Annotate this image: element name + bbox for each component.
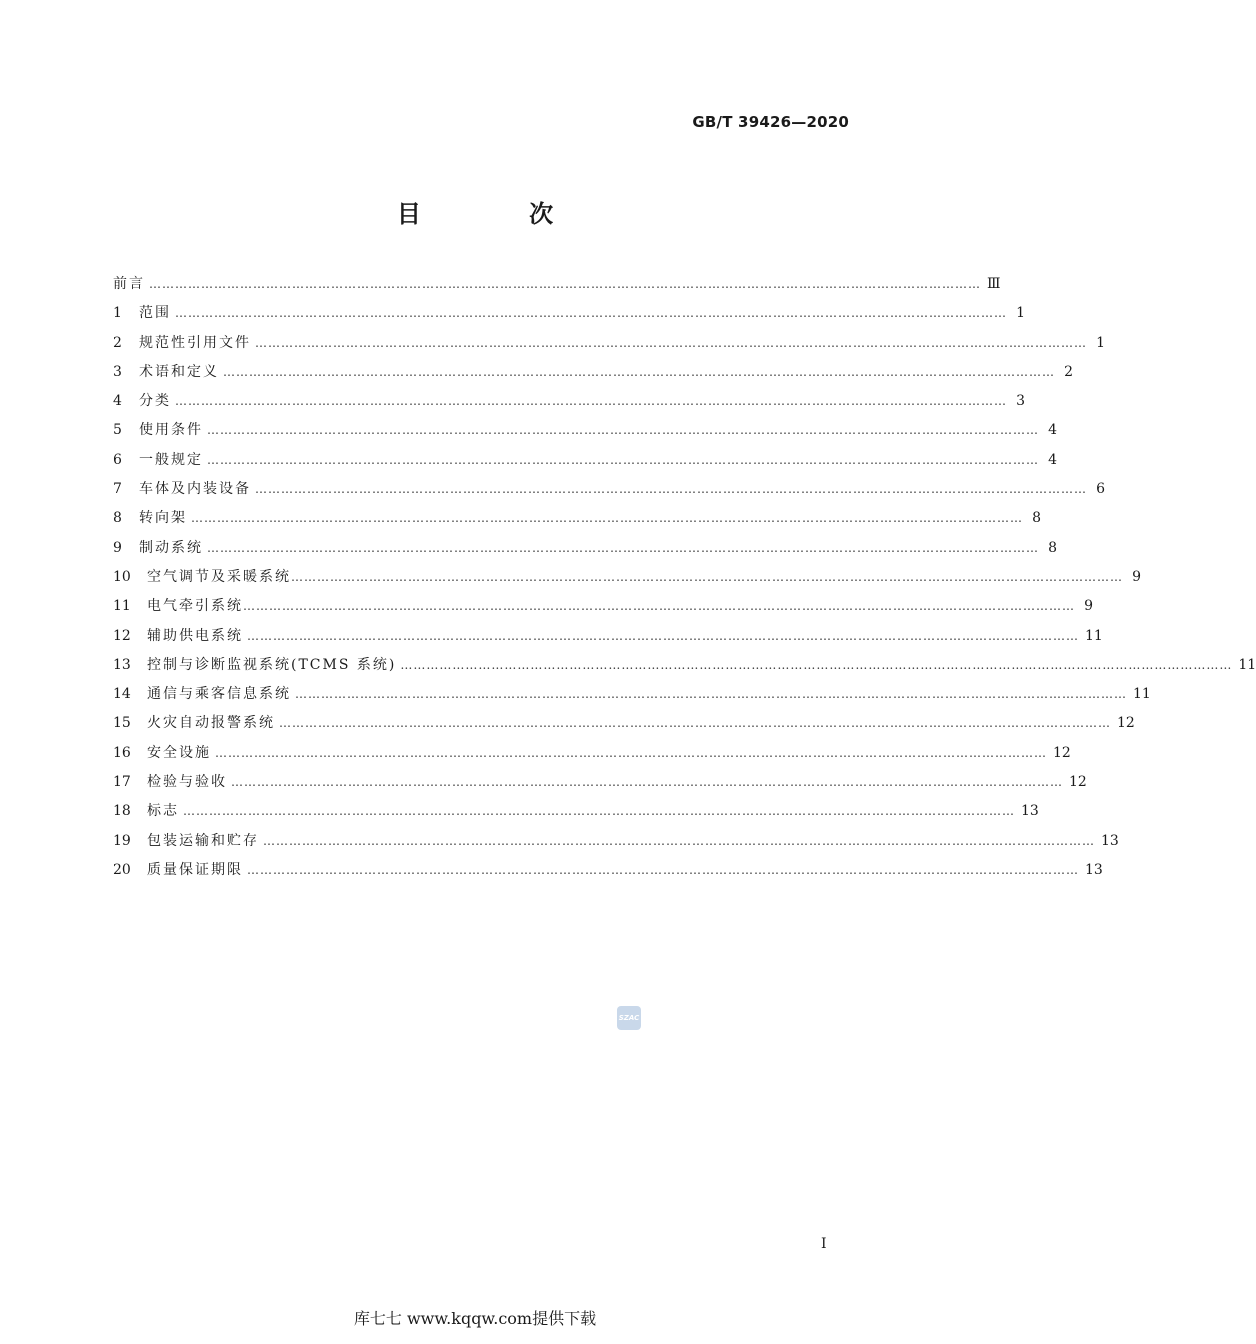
toc-item-foreword[interactable] xyxy=(113,270,1001,299)
toc-item[interactable] xyxy=(113,475,1105,504)
toc-item[interactable] xyxy=(113,387,1025,416)
toc-item[interactable] xyxy=(113,563,1141,592)
toc-item-text: 转向架 xyxy=(139,510,187,527)
toc-item[interactable] xyxy=(113,416,1057,445)
toc-item-number: 16 xyxy=(113,744,131,761)
toc-item[interactable] xyxy=(113,534,1057,563)
toc-item-number: 3 xyxy=(113,363,122,380)
toc-item-text: 分类 xyxy=(139,393,171,410)
toc-item-number: 1 xyxy=(113,305,122,322)
toc-item-page: 13 xyxy=(1085,861,1103,878)
toc-item-text: 使用条件 xyxy=(139,422,203,439)
toc-leader-dots: ………………………………………………………………………………………………………………………………………………………………………… xyxy=(175,306,1007,321)
toc-leader-dots: ………………………………………………………………………………………………………………………………………………………………………… xyxy=(247,862,1079,877)
toc-item-text: 辅助供电系统 xyxy=(147,627,243,644)
toc-item[interactable] xyxy=(113,768,1087,797)
page-number: I xyxy=(821,1236,827,1252)
toc-item-number: 20 xyxy=(113,861,131,878)
toc-leader-dots: ………………………………………………………………………………………………………………………………………………………………………… xyxy=(207,423,1039,438)
toc-item-number: 5 xyxy=(113,422,122,439)
toc-item-number: 2 xyxy=(113,334,122,351)
toc-item-number: 4 xyxy=(113,393,122,410)
toc-item[interactable] xyxy=(113,504,1041,533)
toc-item-number: 10 xyxy=(113,568,131,585)
toc-item-number: 15 xyxy=(113,715,131,732)
toc-item[interactable] xyxy=(113,651,1256,680)
toc-leader-dots: ………………………………………………………………………………………………………………………………………………………………………… xyxy=(207,452,1039,467)
download-footer: 库七七 www.kqqw.com提供下载 xyxy=(353,1309,597,1328)
toc-item-page: 12 xyxy=(1069,774,1087,791)
toc-leader-dots: ………………………………………………………………………………………………………………………………………………………………………… xyxy=(175,394,1007,409)
toc-item[interactable] xyxy=(113,358,1073,387)
toc-item-page: 4 xyxy=(1048,422,1057,439)
toc-leader-dots: ………………………………………………………………………………………………………………………………………………………………………… xyxy=(149,277,981,291)
toc-leader-dots: ………………………………………………………………………………………………………………………………………………………………………… xyxy=(295,687,1127,702)
toc-item[interactable] xyxy=(113,827,1119,856)
toc-item[interactable] xyxy=(113,446,1057,475)
toc-item-text: 包装运输和贮存 xyxy=(147,832,259,849)
toc-item-text: 通信与乘客信息系统 xyxy=(147,686,291,703)
toc-item-number: 6 xyxy=(113,451,122,468)
toc-item-number: 13 xyxy=(113,656,131,673)
toc-item-page: 9 xyxy=(1132,568,1141,585)
toc-item-page: 8 xyxy=(1048,539,1057,556)
toc-item-page: 9 xyxy=(1084,598,1093,615)
toc-item-page: 11 xyxy=(1085,627,1103,644)
toc-item-page: 1 xyxy=(1096,334,1105,351)
toc-item-text: 一般规定 xyxy=(139,451,203,468)
toc-item-number: 14 xyxy=(113,686,131,703)
toc-item[interactable] xyxy=(113,329,1105,358)
toc-item-page: 3 xyxy=(1016,393,1025,410)
toc-item-page: 13 xyxy=(1021,803,1039,820)
watermark-logo-icon: SZAC xyxy=(617,1006,641,1030)
toc-item-number: 18 xyxy=(113,803,131,820)
toc-item-text: 标志 xyxy=(147,803,179,820)
toc-item-page: 6 xyxy=(1096,481,1105,498)
toc-item[interactable] xyxy=(113,592,1093,621)
toc-item-page: 4 xyxy=(1048,451,1057,468)
toc-item-text: 控制与诊断监视系统(TCMS 系统) xyxy=(147,656,397,673)
toc-item-text: 质量保证期限 xyxy=(147,861,243,878)
toc-leader-dots: ………………………………………………………………………………………………………………………………………………………………………… xyxy=(243,599,1075,614)
toc-item-text: 电气牵引系统 xyxy=(147,598,243,615)
table-of-contents xyxy=(113,270,1256,885)
toc-leader-dots: ………………………………………………………………………………………………………………………………………………………………………… xyxy=(215,745,1047,760)
toc-leader-dots: ………………………………………………………………………………………………………………………………………………………………………… xyxy=(255,482,1087,497)
toc-item-number: 7 xyxy=(113,481,122,498)
toc-item-page: 12 xyxy=(1053,744,1071,761)
toc-item-text: 火灾自动报警系统 xyxy=(147,715,275,732)
toc-item-page: 11 xyxy=(1238,656,1256,673)
toc-item-number: 17 xyxy=(113,774,131,791)
toc-item[interactable] xyxy=(113,680,1151,709)
toc-leader-dots: ………………………………………………………………………………………………………………………………………………………………………… xyxy=(279,716,1111,731)
toc-item-page: 12 xyxy=(1117,715,1135,732)
toc-leader-dots: ………………………………………………………………………………………………………………………………………………………………………… xyxy=(291,569,1123,584)
toc-item-text: 术语和定义 xyxy=(139,363,219,380)
toc-item[interactable] xyxy=(113,622,1103,651)
toc-item-page: 13 xyxy=(1101,832,1119,849)
toc-leader-dots: ………………………………………………………………………………………………………………………………………………………………………… xyxy=(183,804,1015,819)
toc-item-number: 11 xyxy=(113,598,131,615)
toc-item[interactable] xyxy=(113,856,1103,885)
toc-leader-dots: ………………………………………………………………………………………………………………………………………………………………………… xyxy=(263,833,1095,848)
toc-item-text: 空气调节及采暖系统 xyxy=(147,568,291,585)
toc-item-text: 车体及内装设备 xyxy=(139,481,251,498)
toc-item-text: 安全设施 xyxy=(147,744,211,761)
toc-item-number: 9 xyxy=(113,539,122,556)
toc-item-page: 11 xyxy=(1133,686,1151,703)
toc-item-page: 8 xyxy=(1032,510,1041,527)
toc-item-text: 制动系统 xyxy=(139,539,203,556)
toc-item[interactable] xyxy=(113,299,1025,328)
toc-leader-dots: ………………………………………………………………………………………………………………………………………………………………………… xyxy=(231,775,1063,790)
toc-leader-dots: ………………………………………………………………………………………………………………………………………………………………………… xyxy=(255,335,1087,350)
toc-item-text: 规范性引用文件 xyxy=(139,334,251,351)
standard-code: GB/T 39426—2020 xyxy=(692,113,849,131)
toc-item-page: Ⅲ xyxy=(987,276,1001,292)
toc-item[interactable] xyxy=(113,709,1135,738)
toc-leader-dots: ………………………………………………………………………………………………………………………………………………………………………… xyxy=(223,364,1055,379)
toc-item-page: 1 xyxy=(1016,305,1025,322)
toc-leader-dots: ………………………………………………………………………………………………………………………………………………………………………… xyxy=(400,657,1233,672)
toc-item-number: 8 xyxy=(113,510,122,527)
toc-item-text: 前言 xyxy=(113,276,145,292)
toc-item-text: 范围 xyxy=(139,305,171,322)
toc-leader-dots: ………………………………………………………………………………………………………………………………………………………………………… xyxy=(247,628,1079,643)
page-title: 目 次 xyxy=(396,200,604,228)
toc-item[interactable] xyxy=(113,739,1071,768)
toc-item-page: 2 xyxy=(1064,363,1073,380)
toc-item-number: 12 xyxy=(113,627,131,644)
toc-item-text: 检验与验收 xyxy=(147,774,227,791)
toc-leader-dots: ………………………………………………………………………………………………………………………………………………………………………… xyxy=(191,511,1023,526)
toc-item-number: 19 xyxy=(113,832,131,849)
toc-item[interactable] xyxy=(113,797,1039,826)
toc-leader-dots: ………………………………………………………………………………………………………………………………………………………………………… xyxy=(207,540,1039,555)
